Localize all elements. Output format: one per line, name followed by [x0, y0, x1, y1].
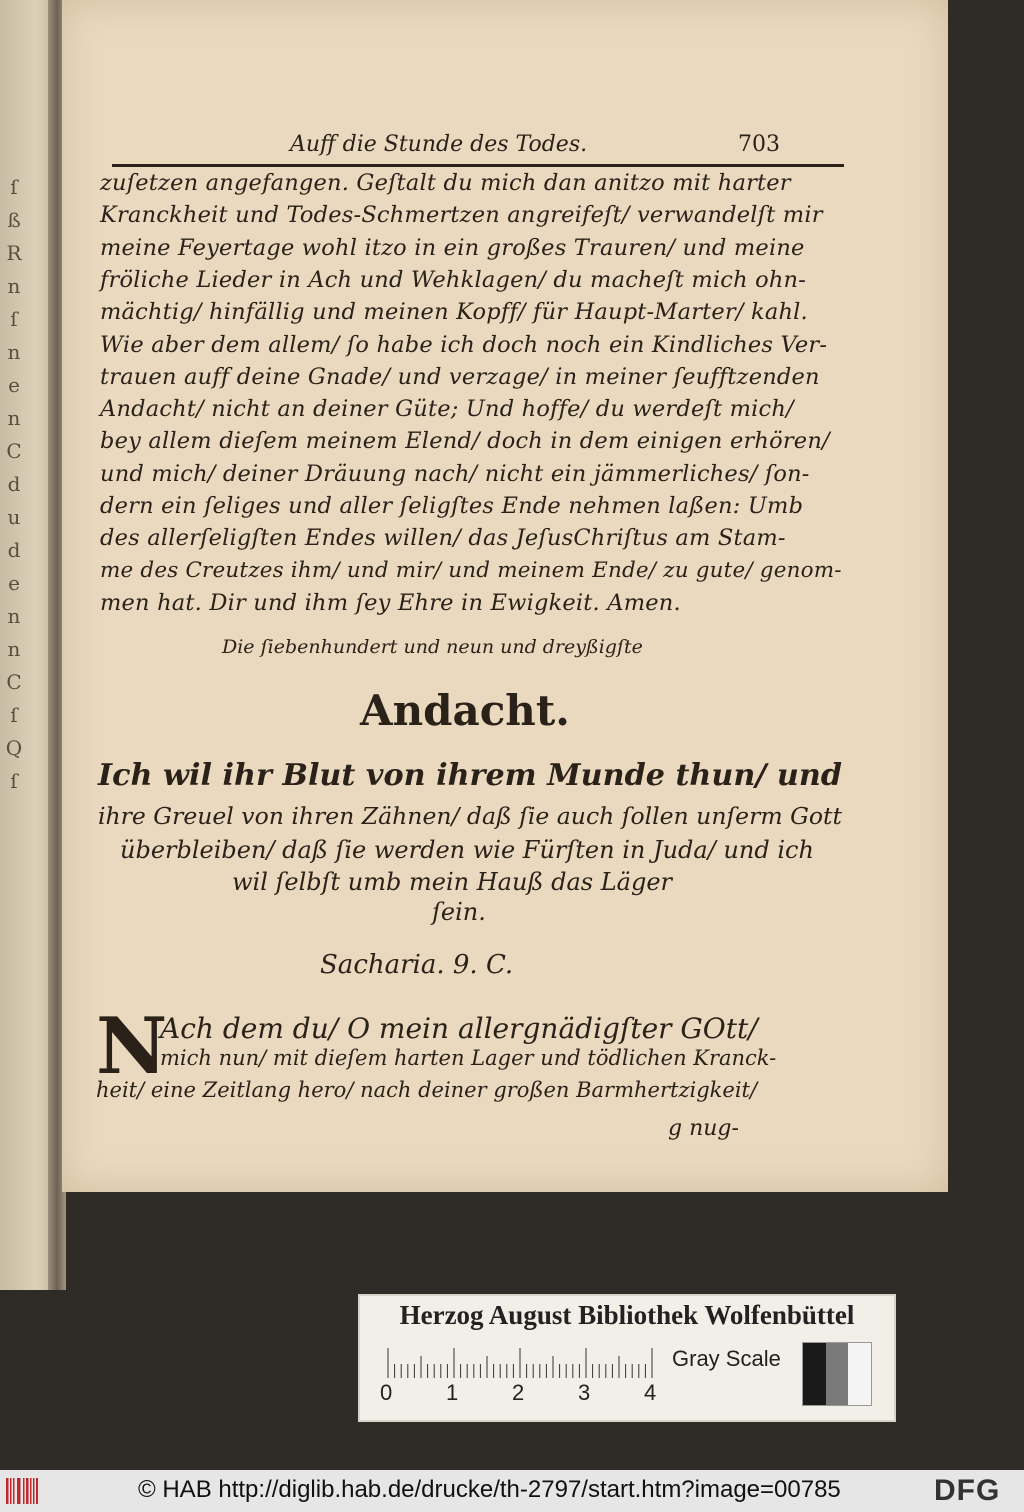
copyright-link[interactable]: © HAB http://diglib.hab.de/drucke/th-2797/start.htm?image=00785 — [138, 1476, 841, 1503]
verse-line: überbleiben/ daß ſie werden wie Fürſten in Juda/ und ich — [120, 836, 814, 864]
adjacent-page-glyph: e — [8, 571, 20, 595]
body-line: Kranckheit und Todes-Schmertzen angreifeſt/ verwandelſt mir — [100, 202, 823, 229]
body-line: fröliche Lieder in Ach und Wehklagen/ du macheſt mich ohn- — [100, 266, 807, 293]
library-name: Herzog August Bibliothek Wolfenbüttel — [399, 1300, 855, 1330]
verse-line: Ich wil ihr Blut von ihrem Munde thun/ und — [98, 758, 842, 793]
drop-cap-initial: N — [96, 1001, 168, 1092]
ruler-label: 0 — [380, 1380, 393, 1405]
catchword: g nug- — [668, 1116, 739, 1141]
verse-line: wil ſelbſt umb mein Hauß das Läger — [232, 868, 672, 896]
measurement-ruler — [386, 1348, 656, 1378]
gray-patch — [826, 1343, 849, 1405]
book-page — [62, 0, 948, 1192]
adjacent-page-glyph: d — [7, 538, 21, 562]
body-line: bey allem dieſem meinem Elend/ doch in dem einigen erhören/ — [100, 428, 830, 455]
body-line: me des Creutzes ihm/ und mir/ und meinem Ende/ zu gute/ genom- — [100, 557, 842, 583]
body-line: zuſetzen angefangen. Geſtalt du mich dan anitzo mit harter — [100, 170, 791, 196]
body-line: und mich/ deiner Dräuung nach/ nicht ein jämmerliches/ ſon- — [100, 460, 810, 487]
gray-scale-patches — [802, 1342, 872, 1406]
barcode-icon — [4, 1476, 38, 1506]
gray-patch — [803, 1343, 826, 1405]
ruler-label: 3 — [578, 1380, 591, 1405]
ruler-label: 4 — [644, 1380, 657, 1405]
scripture-citation: Sacharia. 9. C. — [320, 950, 514, 980]
dfg-logo: DFG — [934, 1474, 1001, 1507]
adjacent-page-glyph: e — [8, 373, 20, 397]
body-line: meine Feyertage wohl itzo in ein großes Trauren/ und meine — [100, 234, 805, 261]
adjacent-page-glyph: n — [7, 637, 21, 661]
adjacent-page-glyph: ſ — [10, 307, 18, 331]
adjacent-page-glyph: C — [6, 439, 22, 463]
running-head: Auff die Stunde des Todes. — [290, 132, 588, 157]
gray-scale-label: Gray Scale — [672, 1346, 781, 1371]
adjacent-page-glyph: n — [7, 340, 21, 364]
page-number: 703 — [738, 132, 780, 157]
section-heading-intro: Die ſiebenhundert und neun und dreyßigſte — [222, 636, 643, 658]
prayer-line: mich nun/ mit dieſem harten Lager und tödlichen Kranck- — [160, 1046, 777, 1070]
verse-line: ſein. — [432, 898, 486, 926]
adjacent-page-glyph: R — [6, 241, 22, 265]
prayer-line: Ach dem du/ O mein allergnädigſter GOtt/ — [160, 1012, 758, 1045]
body-line: Andacht/ nicht an deiner Güte; Und hoffe/ du werdeſt mich/ — [100, 396, 794, 423]
gray-patch — [848, 1343, 871, 1405]
section-heading: Andacht. — [360, 686, 570, 735]
body-line: Wie aber dem allem/ ſo habe ich doch noch ein Kindliches Ver- — [100, 331, 828, 358]
header-rule — [112, 164, 844, 167]
prayer-line: heit/ eine Zeitlang hero/ nach deiner großen Barmhertzigkeit/ — [96, 1078, 758, 1102]
adjacent-page-glyph: ß — [7, 208, 21, 232]
ruler-label: 2 — [512, 1380, 525, 1405]
body-line: trauen auff deine Gnade/ und verzage/ in meiner ſeufftzenden — [100, 363, 820, 390]
adjacent-page-glyph: n — [7, 274, 21, 298]
adjacent-page-glyph: n — [7, 406, 21, 430]
footer-bar — [0, 1470, 1024, 1512]
adjacent-page-glyph: Q — [5, 736, 23, 760]
body-line: dern ein ſeliges und aller ſeligſtes Ende nehmen laßen: Umb — [100, 493, 804, 519]
adjacent-page-glyph: ſ — [10, 175, 18, 199]
body-line: men hat. Dir und ihm ſey Ehre in Ewigkeit. Amen. — [100, 589, 681, 616]
adjacent-page-glyph: ſ — [10, 703, 18, 727]
adjacent-page-glyph: d — [7, 472, 21, 496]
body-line: des allerſeligſten Endes willen/ das JeſusChriſtus am Stam- — [100, 525, 786, 552]
adjacent-page-glyph: n — [7, 604, 21, 628]
ruler-label: 1 — [446, 1380, 459, 1405]
adjacent-page-glyph: ſ — [10, 769, 18, 793]
body-line: mächtig/ hinfällig und meinen Kopff/ für Haupt-Marter/ kahl. — [100, 299, 808, 326]
color-scale-card — [358, 1294, 896, 1422]
adjacent-page-glyph: C — [6, 670, 22, 694]
verse-line: ihre Greuel von ihren Zähnen/ daß ſie auch ſollen unſerm Gott — [98, 802, 842, 830]
adjacent-page-glyph: u — [7, 505, 21, 529]
